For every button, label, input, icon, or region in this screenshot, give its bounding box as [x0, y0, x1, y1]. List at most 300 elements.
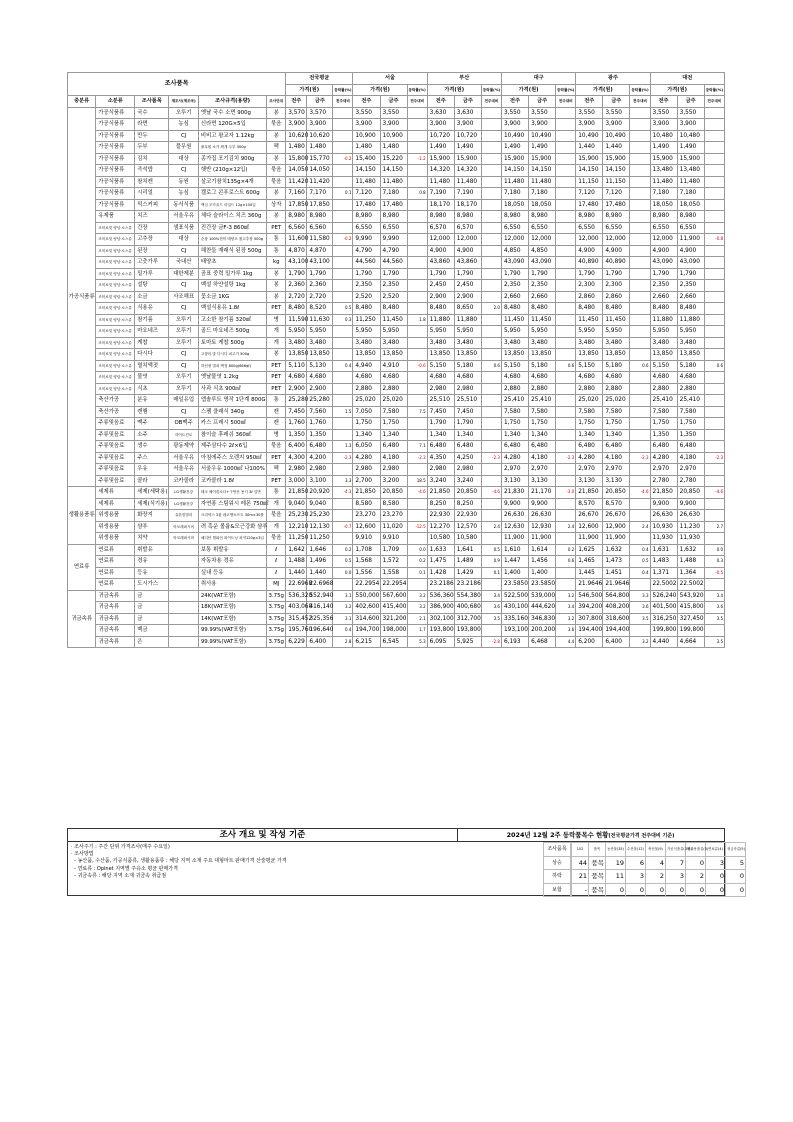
change-rate	[407, 303, 427, 315]
this-week-price: 3,100	[307, 475, 333, 487]
prev-week-price: 3,550	[650, 107, 677, 119]
change-rate: 0.3	[704, 556, 724, 568]
sub-category: 가공식품류	[96, 107, 135, 119]
unit: 묶음	[267, 510, 286, 522]
change-rate	[556, 222, 576, 234]
table-row	[68, 487, 725, 499]
sub-category: 조미료및 양념·소스류	[96, 280, 135, 292]
this-week-price: 1,790	[677, 268, 704, 280]
vs-prev-header: 전주대비	[407, 96, 427, 108]
change-rate	[556, 268, 576, 280]
prev-week-price: 1,400	[501, 567, 528, 579]
this-week-price: 25,410	[529, 395, 556, 407]
unit: ℓ	[267, 556, 286, 568]
prev-week-price: 4,870	[286, 245, 307, 257]
this-week-price: 416,140	[307, 602, 333, 614]
sub-category: 주류및음료	[96, 452, 135, 464]
prev-week-price: 1,480	[353, 142, 380, 154]
sub-category: 귀금속류	[96, 636, 135, 648]
change-rate	[556, 153, 576, 165]
this-week-price: 10,720	[454, 130, 481, 142]
this-week-price: 2,880	[603, 383, 630, 395]
summary-row	[572, 870, 746, 884]
change-rate: 3.2	[333, 602, 353, 614]
prev-week-price: 1,750	[576, 418, 603, 430]
sub-category: 주류및음료	[96, 441, 135, 453]
vs-prev-header: 전주대비	[481, 96, 501, 108]
change-rate: 2.1	[407, 613, 427, 625]
spec: 살코기참치135g×4개	[198, 176, 266, 188]
prev-week-price: 403,060	[286, 602, 307, 614]
prev-week-price: 22,930	[427, 510, 454, 522]
sub-category: 귀금속류	[96, 590, 135, 602]
prev-week-price: 6,550	[576, 222, 603, 234]
change-rate	[333, 107, 353, 119]
sub-category: 연료류	[96, 579, 135, 591]
change-rate: -2.3	[407, 452, 427, 464]
unit: 봉	[267, 280, 286, 292]
sub-category: 귀금속류	[96, 613, 135, 625]
summary-header: 농산물(35)	[606, 843, 626, 857]
note-line: - 귀금속류 : 해당 지역 소재 귀금속 취급점	[71, 872, 167, 879]
this-week-price: 6,550	[529, 222, 556, 234]
spec: 고소한 참기름 320㎖	[198, 314, 266, 326]
change-rate	[407, 107, 427, 119]
this-week-price: 3,240	[454, 475, 481, 487]
this-week-price: 1,790	[454, 418, 481, 430]
this-week-price: 4,680	[380, 372, 407, 384]
change-rate	[556, 533, 576, 545]
sub-category: 주류및음료	[96, 464, 135, 476]
prev-week-price: 4,280	[353, 452, 380, 464]
change-rate: -4.6	[481, 487, 501, 499]
prev-week-price: 3,480	[501, 337, 528, 349]
prev-week-price: 5,150	[427, 360, 454, 372]
change-rate	[556, 291, 576, 303]
change-rate: -0.6	[407, 360, 427, 372]
unit: 개	[267, 326, 286, 338]
item-name: 밀가루	[135, 268, 169, 280]
this-week-price: 1,340	[529, 429, 556, 441]
this-week-price: 10,580	[454, 533, 481, 545]
prev-week-price: 3,900	[427, 119, 454, 131]
change-rate	[481, 326, 501, 338]
change-rate	[556, 429, 576, 441]
this-week-price: 20,850	[454, 487, 481, 499]
change-rate: -0.2	[333, 153, 353, 165]
table-row	[68, 188, 725, 200]
change-rate: 0.6	[481, 360, 501, 372]
change-rate: 4.4	[556, 636, 576, 648]
change-rate	[704, 130, 724, 142]
change-rate	[630, 314, 650, 326]
this-week-price: 11,580	[307, 234, 333, 246]
prev-week-price: 10,490	[501, 130, 528, 142]
sub-category: 가공식품류	[96, 119, 135, 131]
note-line: - 농산품, 수산품, 가공식품류, 생활용품류 : 해당 지역 소재 주요 대형마트 판매가격 산술평균 가격	[71, 858, 287, 865]
prev-week-price: 6,229	[286, 636, 307, 648]
change-rate: 1.8	[407, 314, 427, 326]
prev-week-price: 1,790	[501, 268, 528, 280]
this-week-price: 2,300	[603, 280, 630, 292]
spec: 99.99%(VAT포함)	[198, 625, 266, 637]
price-header: 가격(원)	[576, 84, 630, 96]
unit: 봉	[267, 211, 286, 223]
prev-week-price: 11,930	[650, 533, 677, 545]
change-rate	[630, 349, 650, 361]
item-name: 금	[135, 602, 169, 614]
prev-week-price: 10,900	[353, 130, 380, 142]
sub-category: 귀금속류	[96, 602, 135, 614]
table-row	[68, 199, 725, 211]
table-row	[68, 579, 725, 591]
this-week-price: 11,250	[307, 533, 333, 545]
change-rate	[481, 165, 501, 177]
maker	[169, 567, 198, 579]
sub-category: 조미료및 양념·소스류	[96, 222, 135, 234]
prev-week-price: 402,600	[353, 602, 380, 614]
change-rate	[407, 119, 427, 131]
prev-week-price: 3,480	[353, 337, 380, 349]
this-week-price: 2,450	[454, 280, 481, 292]
prev-week-price: 2,980	[427, 383, 454, 395]
maker: 대상	[169, 234, 198, 246]
this-week-price: 8,580	[380, 498, 407, 510]
change-rate	[704, 107, 724, 119]
prev-week-price: 10,490	[576, 130, 603, 142]
prev-week-price: 302,100	[427, 613, 454, 625]
this-week-price: 199,800	[677, 625, 704, 637]
prev-week-price: 1,750	[353, 418, 380, 430]
this-week-price: 8,980	[677, 211, 704, 223]
maker: OB맥주	[169, 418, 198, 430]
sub-category: 연료류	[96, 544, 135, 556]
summary-label: 보합	[544, 883, 571, 897]
change-rate	[333, 349, 353, 361]
maker: LG생활건강	[169, 487, 198, 499]
prev-week-price: 4,280	[576, 452, 603, 464]
this-week-price: 3,550	[677, 107, 704, 119]
this-week-price: 4,870	[307, 245, 333, 257]
prev-week-price: 1,568	[353, 556, 380, 568]
summary-value: 4	[646, 856, 666, 870]
price-header: 가격(원)	[501, 84, 555, 96]
prev-week-price: 3,130	[576, 475, 603, 487]
prev-week-price: 11,250	[286, 533, 307, 545]
prev-week-price: 2,660	[650, 291, 677, 303]
mid-category: 연료류	[68, 544, 96, 590]
prev-week-price: 5,950	[576, 326, 603, 338]
summary-value: 19	[606, 856, 626, 870]
this-week-price: 1,750	[603, 418, 630, 430]
this-week-price: 2,720	[307, 291, 333, 303]
vs-prev-header: 전주대비	[630, 96, 650, 108]
survey-items-header: 조사품목	[68, 73, 286, 96]
spec: 참이슬 후레쉬 360㎖	[198, 429, 266, 441]
item-name: 치약	[135, 533, 169, 545]
prev-week-price: 2,700	[353, 475, 380, 487]
prev-week-price: 17,480	[576, 199, 603, 211]
this-week-price: 3,550	[603, 107, 630, 119]
this-week-price: 2,900	[454, 291, 481, 303]
this-week-price: 1,480	[380, 142, 407, 154]
prev-week-price: 9,900	[650, 498, 677, 510]
sub-category: 가공식품류	[96, 130, 135, 142]
change-rate	[704, 188, 724, 200]
this-week-price: 23.5850	[529, 579, 556, 591]
overview-notes	[71, 844, 451, 880]
prev-week-price: 22.2954	[353, 579, 380, 591]
this-week-price: 1,364	[677, 567, 704, 579]
this-week-header: 금주	[307, 96, 333, 108]
sub-category: 조미료및 양념·소스류	[96, 314, 135, 326]
this-week-price: 2,360	[307, 280, 333, 292]
this-week-price: 4,910	[380, 360, 407, 372]
table-row	[68, 107, 725, 119]
prev-week-price: 12,210	[286, 521, 307, 533]
unit: PET	[267, 475, 286, 487]
prev-week-price: 9,910	[353, 533, 380, 545]
price-header: 가격(원)	[353, 84, 407, 96]
table-row	[68, 533, 725, 545]
change-rate: 3.6	[704, 602, 724, 614]
prev-week-price: 2,880	[353, 383, 380, 395]
change-rate	[556, 303, 576, 315]
prev-week-price: 1,790	[427, 418, 454, 430]
change-rate	[704, 383, 724, 395]
summary-value: 0	[666, 883, 686, 897]
this-week-price: 1,632	[677, 544, 704, 556]
change-rate	[556, 372, 576, 384]
prev-week-price: 2,970	[501, 464, 528, 476]
change-rate	[481, 533, 501, 545]
change-rate: -4.6	[407, 487, 427, 499]
prev-week-price: 2,980	[286, 464, 307, 476]
maker: CJ	[169, 280, 198, 292]
item-name: 케찹	[135, 337, 169, 349]
prev-week-price: 3,480	[576, 337, 603, 349]
this-week-price: 1,632	[603, 544, 630, 556]
change-rate	[333, 372, 353, 384]
change-rate	[407, 383, 427, 395]
prev-week-price: 3,000	[286, 475, 307, 487]
prev-week-price: 5,150	[501, 360, 528, 372]
change-rate	[407, 142, 427, 154]
spec: 종가집 포기김치 900g	[198, 153, 266, 165]
this-week-price: 4,680	[677, 372, 704, 384]
prev-week-price: 11,590	[286, 314, 307, 326]
change-rate: 0.0	[704, 544, 724, 556]
change-rate	[481, 211, 501, 223]
maker: 풀무원	[169, 142, 198, 154]
prev-week-price: 7,580	[501, 406, 528, 418]
this-week-price: 4,900	[603, 245, 630, 257]
this-week-price: 12,130	[307, 521, 333, 533]
prev-week-price: 1,340	[353, 429, 380, 441]
prev-week-price: 536,360	[427, 590, 454, 602]
this-week-price: 13,850	[603, 349, 630, 361]
change-rate	[630, 303, 650, 315]
change-rate	[630, 222, 650, 234]
change-rate	[333, 291, 353, 303]
this-week-price: 3,130	[603, 475, 630, 487]
change-rate	[704, 280, 724, 292]
this-week-price: 4,900	[677, 245, 704, 257]
sub-category: 조미료및 양념·소스류	[96, 245, 135, 257]
this-week-price: 4,790	[380, 245, 407, 257]
table-row	[68, 429, 725, 441]
change-rate	[556, 234, 576, 246]
change-rate: 3.2	[407, 602, 427, 614]
this-week-price: 2,880	[529, 383, 556, 395]
this-week-price: 11,150	[603, 176, 630, 188]
prev-week-price: 12,000	[576, 234, 603, 246]
item-name: 믹스커피	[135, 199, 169, 211]
maker: 서울우유	[169, 464, 198, 476]
maker: 오뚜기	[169, 337, 198, 349]
change-rate: 3.2	[556, 590, 576, 602]
prev-week-price: 6,095	[427, 636, 454, 648]
unit: 봉	[267, 268, 286, 280]
prev-week-price: 3,570	[286, 107, 307, 119]
prev-week-price: 1,633	[427, 544, 454, 556]
prev-week-price: 1,750	[650, 418, 677, 430]
unit: 개	[267, 498, 286, 510]
change-rate	[704, 533, 724, 545]
summary-total: 21	[572, 870, 589, 884]
prev-week-price: 3,240	[427, 475, 454, 487]
change-rate	[556, 579, 576, 591]
prev-week-price: 7,580	[650, 406, 677, 418]
change-rate	[704, 176, 724, 188]
this-week-price: 7,580	[529, 406, 556, 418]
item-name: 만두	[135, 130, 169, 142]
prev-week-price: 25,020	[576, 395, 603, 407]
this-week-price: 1,489	[454, 556, 481, 568]
table-row	[68, 142, 725, 154]
this-week-price: 1,760	[307, 418, 333, 430]
sub-category: 가공식품류	[96, 153, 135, 165]
change-rate	[630, 199, 650, 211]
maker: 사조해표	[169, 291, 198, 303]
this-week-price: 312,700	[454, 613, 481, 625]
change-rate: 0.1	[333, 188, 353, 200]
prev-week-price: 1,488	[286, 556, 307, 568]
prev-week-price: 2,780	[650, 475, 677, 487]
this-week-price: 4,850	[529, 245, 556, 257]
table-row	[68, 234, 725, 246]
change-rate: 3.2	[556, 613, 576, 625]
this-week-price: 9,900	[529, 498, 556, 510]
this-week-price: 12,900	[603, 521, 630, 533]
this-week-price: 13,850	[380, 349, 407, 361]
prev-week-price: 4,900	[427, 245, 454, 257]
maker	[169, 590, 198, 602]
prev-week-price: 6,480	[501, 441, 528, 453]
prev-week-price: 21,850	[286, 487, 307, 499]
item-name: 고춧가루	[135, 257, 169, 269]
prev-week-price: 12,000	[501, 234, 528, 246]
unit: 개	[267, 337, 286, 349]
change-rate: 0.1	[481, 567, 501, 579]
this-week-price: 1,490	[677, 142, 704, 154]
change-rate: 0.0	[407, 544, 427, 556]
summary-label-row	[544, 843, 571, 857]
prev-week-price: 2,970	[650, 464, 677, 476]
this-week-price: 1,750	[677, 418, 704, 430]
change-rate: 0.4	[630, 544, 650, 556]
item-name: 된장	[135, 245, 169, 257]
summary-value: 3	[626, 870, 646, 884]
maker: 대상	[169, 153, 198, 165]
this-week-price: 6,560	[307, 222, 333, 234]
spec: 체다 슬라이스 치즈 360g	[198, 211, 266, 223]
prev-week-price: 17,480	[353, 199, 380, 211]
change-rate	[333, 257, 353, 269]
change-rate: 7.5	[407, 406, 427, 418]
table-row	[68, 556, 725, 568]
this-week-price: 7,580	[380, 406, 407, 418]
change-rate	[333, 498, 353, 510]
change-rate	[704, 199, 724, 211]
item-name: 설탕	[135, 280, 169, 292]
this-week-price: 2,350	[529, 280, 556, 292]
prev-week-price: 13,850	[286, 349, 307, 361]
unit: 묶음	[267, 176, 286, 188]
spec: 테크 베이킹소다+구연산 용기 3ℓ 일반	[198, 487, 266, 499]
prev-week-price: 8,980	[427, 211, 454, 223]
change-rate	[556, 395, 576, 407]
table-row	[68, 590, 725, 602]
prev-week-price: 2,880	[501, 383, 528, 395]
table-row	[68, 349, 725, 361]
this-week-price: 198,000	[380, 625, 407, 637]
change-rate	[333, 533, 353, 545]
this-week-price: 10,620	[307, 130, 333, 142]
prev-week-price: 18,170	[427, 199, 454, 211]
prev-week-price: 23.5850	[501, 579, 528, 591]
change-rate	[481, 222, 501, 234]
change-rate: 3.2	[407, 590, 427, 602]
unit: ℓ	[267, 544, 286, 556]
this-week-price: 13,850	[454, 349, 481, 361]
summary-label-row	[544, 870, 571, 884]
this-week-price: 15,900	[603, 153, 630, 165]
this-week-price: 18,050	[529, 199, 556, 211]
change-rate	[556, 245, 576, 257]
change-rate	[630, 153, 650, 165]
change-rate	[481, 176, 501, 188]
maker: 샘표식품	[169, 222, 198, 234]
item-name: 은	[135, 636, 169, 648]
change-rate: -12.5	[407, 521, 427, 533]
prev-week-price: 2,350	[650, 280, 677, 292]
change-rate: -4.6	[704, 487, 724, 499]
this-week-price: 43,090	[529, 257, 556, 269]
sub-category: 주류및음료	[96, 429, 135, 441]
prev-week-price: 11,480	[353, 176, 380, 188]
prev-week-price: 25,510	[427, 395, 454, 407]
this-week-price: 25,280	[307, 395, 333, 407]
change-rate	[630, 395, 650, 407]
change-rate: 1.7	[407, 625, 427, 637]
change-rate	[704, 165, 724, 177]
prev-week-price: 6,050	[353, 441, 380, 453]
change-rate	[333, 510, 353, 522]
col-unit-header: 조사단위	[267, 96, 286, 108]
sub-category: 조미료및 양념·소스류	[96, 349, 135, 361]
prev-week-price: 21,850	[353, 487, 380, 499]
